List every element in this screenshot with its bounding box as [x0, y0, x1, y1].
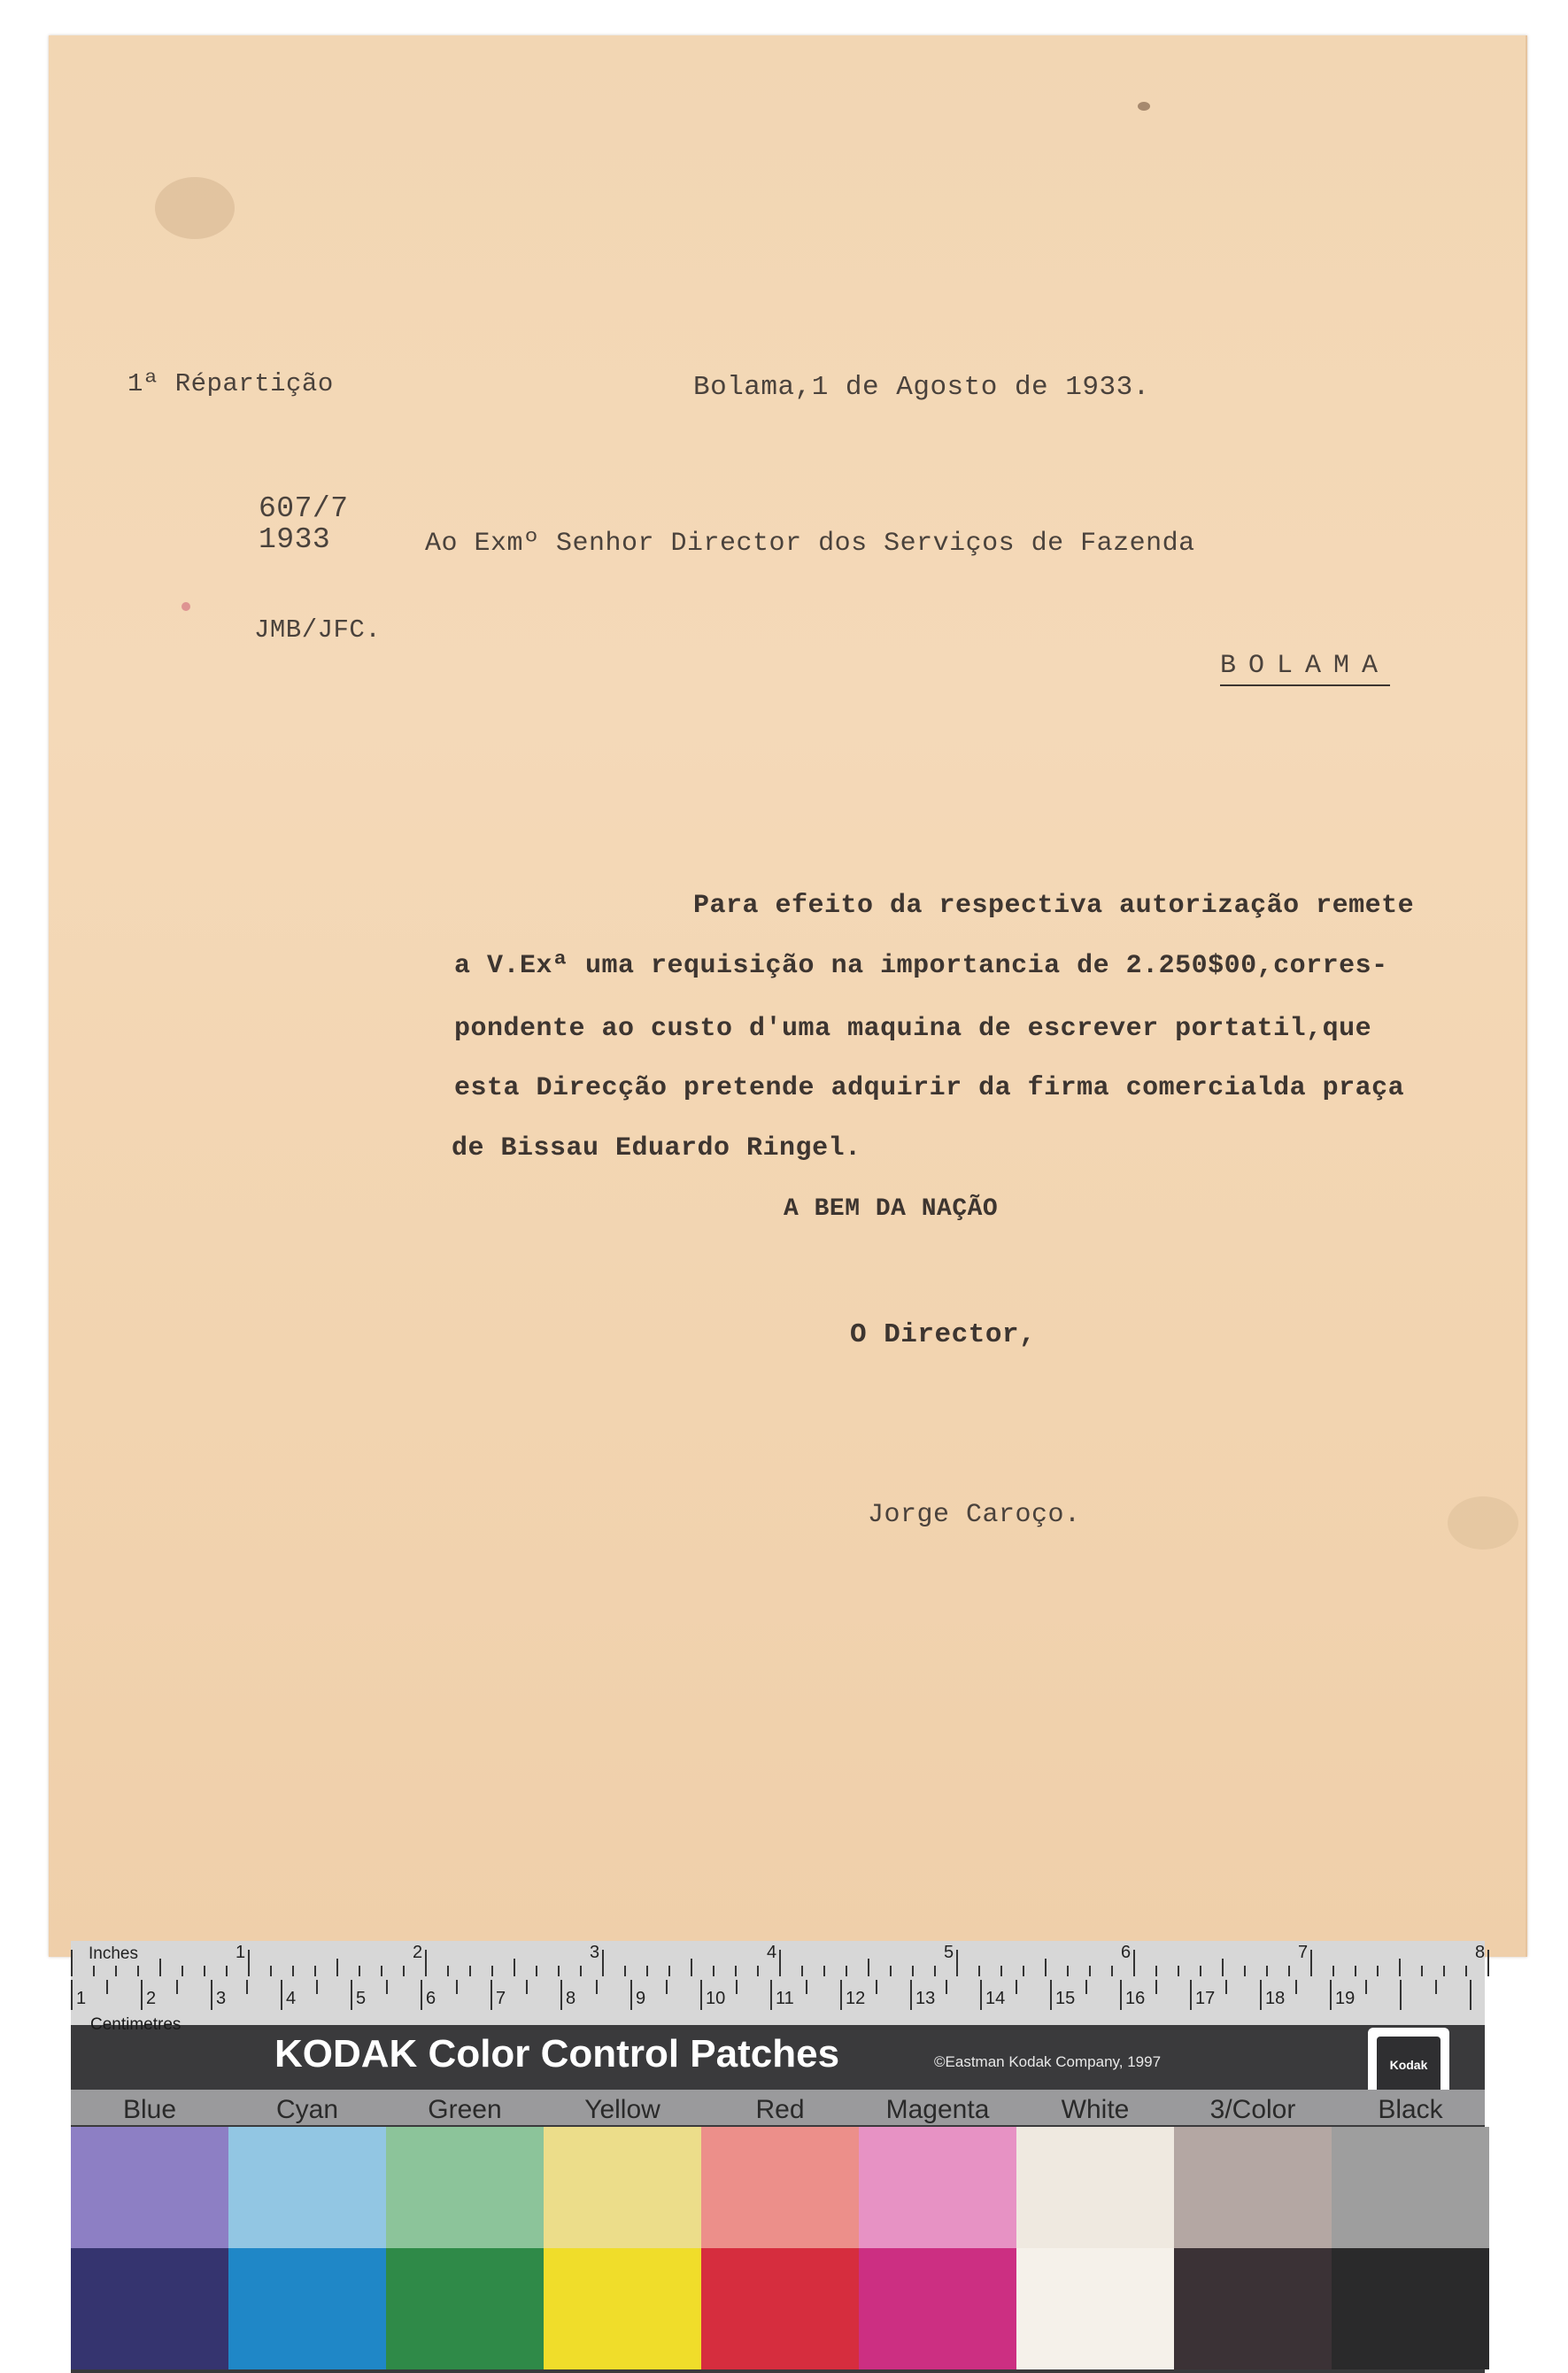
ruler-inch-tick	[779, 1950, 781, 1976]
ruler-inch-tick	[1443, 1966, 1445, 1976]
ruler-inch-tick	[1111, 1966, 1113, 1976]
closing-motto: A BEM DA NAÇÃO	[784, 1195, 999, 1223]
ruler-inch-tick	[1332, 1966, 1334, 1976]
ruler-inch-tick	[491, 1966, 493, 1976]
ruler-inch-tick	[93, 1966, 95, 1976]
ruler-cm-number: 1	[76, 1989, 87, 2008]
ruler-inch-tick	[226, 1966, 228, 1976]
body-line-1: Para efeito da respectiva autorização remete	[693, 891, 1415, 921]
ruler-cm-tick	[700, 1980, 702, 2010]
ruler-cm-tick	[421, 1980, 422, 2010]
ruler-inch-tick	[292, 1966, 294, 1976]
ruler-cm-tick	[1085, 1980, 1087, 1994]
ruler-cm-tick	[71, 1980, 73, 2010]
ruler-inch-tick	[270, 1966, 272, 1976]
ruler-inch-tick	[381, 1966, 382, 1976]
ruler-inch-tick	[1288, 1966, 1290, 1976]
addressee-line: Ao Exmº Senhor Director dos Serviços de Fazenda	[425, 529, 1195, 559]
ruler-inch-tick	[558, 1966, 560, 1976]
ruler-inch-tick	[713, 1966, 714, 1976]
patch-label-white: White	[1061, 2095, 1130, 2124]
patch-label-blue: Blue	[122, 2095, 177, 2124]
ruler-inch-number: 4	[767, 1943, 777, 1962]
color-patch-dark	[1332, 2248, 1489, 2369]
ruler-inch-tick	[1355, 1966, 1356, 1976]
ruler-cm-tick	[560, 1980, 562, 2010]
ruler-cm-tick	[630, 1980, 632, 2010]
paper-stain	[182, 602, 190, 611]
ruler-inch-tick	[757, 1966, 759, 1976]
ruler-cm-number: 10	[706, 1989, 726, 2008]
ruler-inch-tick	[646, 1966, 648, 1976]
ruler-cm-number: 7	[496, 1989, 506, 2008]
ruler-inch-tick	[1465, 1966, 1467, 1976]
ruler-inch-number: 1	[236, 1943, 246, 1962]
patch-label-green: Green	[428, 2095, 502, 2124]
color-patch-light	[1016, 2127, 1174, 2248]
ruler-inch-tick	[580, 1966, 582, 1976]
ruler-inch-tick	[204, 1966, 205, 1976]
ruler-cm-number: 18	[1265, 1989, 1286, 2008]
reference-number: 607/7	[259, 492, 349, 525]
ruler-inch-tick	[846, 1966, 847, 1976]
kodak-target-title: KODAK Color Control Patches	[274, 2032, 840, 2075]
ruler-inch-tick	[1178, 1966, 1179, 1976]
ruler-inch-tick	[602, 1950, 604, 1976]
color-patch-light	[71, 2127, 228, 2248]
ruler-inch-tick	[1045, 1959, 1047, 1976]
ruler-inch-tick	[978, 1966, 980, 1976]
color-patch-dark	[859, 2248, 1016, 2369]
ruler-inch-number: 7	[1298, 1943, 1309, 1962]
ruler-inch-tick	[823, 1966, 825, 1976]
ruler-inch-tick	[1089, 1966, 1091, 1976]
ruler-inch-tick	[956, 1950, 958, 1976]
ruler-cm-number: 17	[1195, 1989, 1216, 2008]
ruler-inch-tick	[735, 1966, 737, 1976]
ruler-inch-number: 8	[1475, 1943, 1486, 1962]
body-line-2: a V.Exª uma requisição na importancia de 2.250$00,corres-	[454, 951, 1388, 981]
ruler-inch-tick	[447, 1966, 449, 1976]
ruler-cm-number: 4	[286, 1989, 297, 2008]
ruler-inch-tick	[1067, 1966, 1069, 1976]
paper-stain	[1448, 1496, 1518, 1550]
ruler-inch-tick	[691, 1959, 692, 1976]
paper-stain	[155, 177, 235, 239]
ruler-inch-tick	[314, 1966, 316, 1976]
ruler-cm-number: 15	[1055, 1989, 1076, 2008]
kodak-color-target	[71, 1941, 1485, 2373]
ruler-cm-tick	[351, 1980, 352, 2010]
ruler-cm-tick	[1365, 1980, 1367, 1994]
ruler-inch-tick	[1421, 1966, 1423, 1976]
ruler-cm-tick	[526, 1980, 528, 1994]
ruler-cm-tick	[211, 1980, 212, 2010]
ruler-cm-tick	[1435, 1980, 1437, 1994]
ruler-inch-tick	[934, 1966, 936, 1976]
ruler-cm-tick	[1470, 1980, 1471, 2010]
ruler-inch-tick	[182, 1966, 183, 1976]
ruler-cm-tick	[1330, 1980, 1332, 2010]
ruler-cm-tick	[946, 1980, 947, 1994]
ruler-inch-tick	[71, 1950, 73, 1976]
patch-label-red: Red	[755, 2095, 805, 2124]
ruler-cm-tick	[456, 1980, 458, 1994]
ruler-inch-tick	[359, 1966, 360, 1976]
ruler-cm-tick	[106, 1980, 108, 1994]
patch-label-3-color: 3/Color	[1209, 2095, 1296, 2124]
ruler-cm-number: 9	[636, 1989, 646, 2008]
signer-name: Jorge Caroço.	[868, 1500, 1081, 1530]
ruler-inch-tick	[668, 1966, 670, 1976]
ruler-cm-number: 14	[985, 1989, 1006, 2008]
body-line-3: pondente ao custo d'uma maquina de escrever portatil,que	[454, 1014, 1372, 1044]
color-patch-light	[1332, 2127, 1489, 2248]
signer-title: O Director,	[850, 1319, 1037, 1350]
ruler-cm-tick	[666, 1980, 668, 1994]
ruler-cm-tick	[281, 1980, 282, 2010]
ruler-cm-number: 11	[776, 1989, 794, 2008]
ruler-cm-tick	[1155, 1980, 1157, 1994]
body-line-5: de Bissau Eduardo Ringel.	[452, 1133, 861, 1163]
ruler-inch-number: 2	[413, 1943, 423, 1962]
ruler-inch-tick	[403, 1966, 405, 1976]
color-patch-light	[386, 2127, 544, 2248]
ruler-inch-tick	[514, 1959, 515, 1976]
patch-label-cyan: Cyan	[275, 2095, 339, 2124]
department-label: 1ª Répartição	[127, 369, 334, 398]
ruler-inch-tick	[336, 1959, 338, 1976]
ruler-cm-tick	[1016, 1980, 1017, 1994]
ruler-cm-tick	[596, 1980, 598, 1994]
ruler-inch-tick	[624, 1966, 626, 1976]
ruler-inch-tick	[1310, 1950, 1312, 1976]
paper-stain	[1138, 102, 1150, 111]
ruler-cm-number: 13	[915, 1989, 936, 2008]
ruler-cm-number: 2	[146, 1989, 157, 2008]
ruler-cm-tick	[141, 1980, 143, 2010]
color-patch-dark	[701, 2248, 859, 2369]
color-patch-dark	[386, 2248, 544, 2369]
ruler-inch-tick	[1000, 1966, 1002, 1976]
ruler-cm-tick	[1400, 1980, 1402, 2010]
ruler-inch-tick	[536, 1966, 537, 1976]
ruler-cm-tick	[736, 1980, 738, 1994]
ruler-inch-tick	[801, 1966, 803, 1976]
reference-year: 1933	[259, 523, 331, 556]
ruler-cm-tick	[386, 1980, 388, 1994]
patch-label-magenta: Magenta	[885, 2095, 990, 2124]
color-patch-light	[701, 2127, 859, 2248]
ruler-cm-tick	[840, 1980, 842, 2010]
ruler-cm-tick	[1295, 1980, 1297, 1994]
color-patch-dark	[71, 2248, 228, 2369]
ruler-cm-tick	[1120, 1980, 1122, 2010]
ruler-inch-tick	[868, 1959, 869, 1976]
ruler-inch-tick	[1023, 1966, 1024, 1976]
ruler-cm-tick	[806, 1980, 807, 1994]
ruler-cm-tick	[1190, 1980, 1192, 2010]
ruler-inch-tick	[159, 1959, 161, 1976]
ruler-cm-tick	[490, 1980, 492, 2010]
ruler-inch-tick	[115, 1966, 117, 1976]
ruler-cm-tick	[1225, 1980, 1227, 1994]
place-date: Bolama,1 de Agosto de 1933.	[693, 372, 1150, 403]
color-patch-light	[1174, 2127, 1332, 2248]
ruler-cm-number: 16	[1125, 1989, 1146, 2008]
ruler-inch-tick	[1487, 1950, 1489, 1976]
ruler-inch-tick	[1133, 1950, 1135, 1976]
ruler-inch-number: 3	[590, 1943, 600, 1962]
color-patch-dark	[1016, 2248, 1174, 2369]
ruler-inches-label: Inches	[89, 1944, 138, 1963]
ruler-cm-tick	[876, 1980, 877, 1994]
letter-sheet	[49, 35, 1527, 1957]
ruler-centimetres-label: Centimetres	[90, 2015, 182, 2034]
ruler-cm-tick	[246, 1980, 248, 1994]
body-line-4: esta Direcção pretende adquirir da firma comercialda praça	[454, 1073, 1405, 1103]
ruler-cm-number: 3	[216, 1989, 227, 2008]
patch-label-yellow: Yellow	[584, 2095, 660, 2124]
patch-label-band	[71, 2090, 1485, 2125]
ruler-inch-tick	[469, 1966, 471, 1976]
ruler-cm-number: 6	[426, 1989, 436, 2008]
patch-label-black: Black	[1378, 2095, 1443, 2124]
ruler-inch-tick	[1244, 1966, 1246, 1976]
kodak-logo-text: Kodak	[1377, 2037, 1441, 2093]
ruler-inch-tick	[425, 1950, 427, 1976]
ruler-cm-tick	[1050, 1980, 1052, 2010]
ruler-inch-tick	[137, 1966, 139, 1976]
ruler-inch-tick	[1266, 1966, 1268, 1976]
ruler-inch-tick	[890, 1966, 892, 1976]
color-patch-dark	[1174, 2248, 1332, 2369]
typist-initials: JMB/JFC.	[254, 615, 382, 645]
ruler-inch-tick	[1200, 1966, 1201, 1976]
color-patch-dark	[544, 2248, 701, 2369]
ruler-inch-tick	[912, 1966, 914, 1976]
ruler-cm-tick	[770, 1980, 772, 2010]
ruler-inch-tick	[1399, 1959, 1401, 1976]
ruler-inch-tick	[248, 1950, 250, 1976]
ruler-cm-tick	[910, 1980, 912, 2010]
ruler-cm-number: 12	[846, 1989, 866, 2008]
ruler-inch-tick	[1155, 1966, 1157, 1976]
ruler-inch-tick	[1377, 1966, 1379, 1976]
color-patch-light	[228, 2127, 386, 2248]
color-patch-light	[859, 2127, 1016, 2248]
ruler-inch-number: 5	[944, 1943, 954, 1962]
measurement-ruler	[71, 1941, 1486, 2034]
ruler-cm-number: 19	[1335, 1989, 1356, 2008]
ruler-cm-tick	[176, 1980, 178, 1994]
ruler-cm-tick	[316, 1980, 318, 1994]
ruler-inch-tick	[1222, 1959, 1224, 1976]
ruler-inch-number: 6	[1121, 1943, 1132, 1962]
ruler-cm-number: 8	[566, 1989, 576, 2008]
kodak-copyright: ©Eastman Kodak Company, 1997	[934, 2053, 1162, 2070]
color-patch-dark	[228, 2248, 386, 2369]
destination-city: BOLAMA	[1220, 651, 1390, 686]
ruler-cm-tick	[980, 1980, 982, 2010]
ruler-cm-tick	[1260, 1980, 1262, 2010]
color-patch-light	[544, 2127, 701, 2248]
ruler-cm-number: 5	[356, 1989, 367, 2008]
